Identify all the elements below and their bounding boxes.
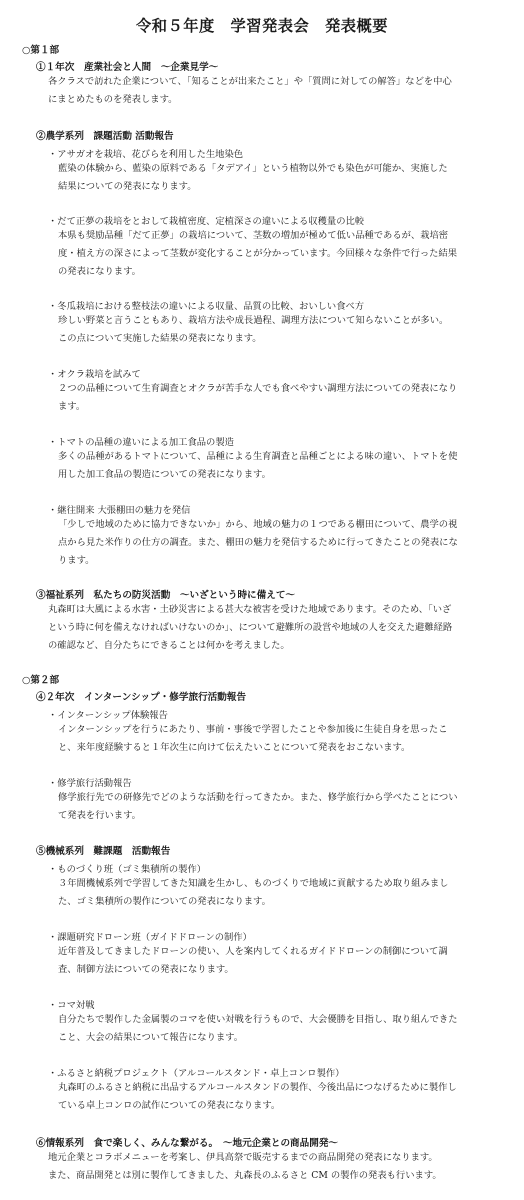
section-4-item-text: と、来年度経験すると１年次生に向けて伝えたいことについて発表をおこないます。 [58, 742, 411, 753]
section-5-item-text: ３年間機械系列で学習してきた知識を生かし、ものづくりで地域に貢献するため取り組みまし [58, 878, 449, 889]
section-2-item-title: ・冬瓜栽培における整枝法の違いによる収量、品質の比較、おいしい食べ方 [48, 301, 365, 312]
section-2-item-title: ・トマトの品種の違いによる加工食品の製造 [48, 437, 234, 448]
section-5-item-title: ・ものづくり班（ゴミ集積所の製作） [48, 864, 207, 875]
section-2-heading: ②農学系列 課題活動 活動報告 [36, 131, 174, 142]
section-2-item-text: 度・植え方の深さによって茎数が変化することが分かっています。今回様々な条件で行った結果 [58, 248, 458, 259]
section-2-item-text: ります。 [58, 555, 95, 566]
section-5-item-text: 自分たちで製作した金属製のコマを使い対戦を行うもので、大会優勝を目指し、取り組んできた [58, 1014, 458, 1025]
section-6-text: また、商品開発とは別に製作してきました、丸森長のふるさと CM の製作の発表も行います。 [48, 1170, 442, 1181]
section-2-item-title: ・オクラ栽培を試みて [48, 369, 141, 380]
section-1-text: 各クラスで訪れた企業について、「知ることが出来たこと」や「質問に対しての解答」などを中心 [48, 76, 452, 87]
section-4-item-title: ・修学旅行活動報告 [48, 778, 132, 789]
section-2-item-title: ・アサガオを栽培、花びらを利用した生地染色 [48, 149, 244, 160]
document-title: 令和５年度 学習発表会 発表概要 [136, 17, 388, 35]
section-5-item-text: た、ゴミ集積所の製作についての発表になります。 [58, 896, 271, 907]
section-2-item-text: の発表になります。 [58, 266, 141, 277]
section-2-item-text: ２つの品種について生育調査とオクラが苦手な人でも食べやすい調理方法についての発表になり [58, 383, 458, 394]
section-4-item-title: ・インターンシップ体験報告 [48, 710, 168, 721]
section-2-item-text: 「少しで地域のために協力できないか」から、地域の魅力の１つである棚田について、農学の視 [58, 519, 458, 530]
section-3-text: 丸森町は大風による水害・土砂災害による甚大な被害を受けた地域であります。そのため、「いざ [48, 604, 452, 615]
section-2-item-text: 藍染の体験から、藍染の原料である「タデアイ」という植物以外でも染色が可能か、実施した [58, 163, 448, 174]
section-4-item-text: て発表を行います。 [58, 810, 141, 821]
section-3-heading: ③福祉系列 私たちの防災活動 ～いざという時に備えて～ [36, 590, 296, 601]
section-5-item-title: ・ふるさと納税プロジェクト（アルコールスタンド・卓上コンロ製作） [48, 1068, 345, 1079]
section-5-item-text: 丸森町のふるさと納税に出品するアルコールスタンドの製作、今後出品につなげるために製作し [58, 1082, 457, 1093]
section-5-item-text: 査、制御方法についての発表になります。 [58, 964, 234, 975]
section-4-item-text: 修学旅行先での研修先でどのような活動を行ってきたか。また、修学旅行から学べたことについ [58, 792, 458, 803]
section-2-item-text: 多くの品種があるトマトについて、品種による生育調査と品種ごとによる味の違い、トマトを使 [58, 451, 458, 462]
section-5-item-text: 近年普及してきましたドローンの使い、人を案内してくれるガイドドローンの制御について調 [58, 946, 448, 957]
part-1-heading: ○第１部 [22, 45, 60, 56]
section-2-item-text: 結果についての発表になります。 [58, 181, 197, 192]
section-5-item-text: ている卓上コンロの試作についての発表になります。 [58, 1100, 281, 1111]
section-3-text: の確認など、自分たちにできることは何かを考えました。 [48, 640, 290, 651]
section-2-item-text: 点から見た米作りの仕方の調査。また、棚田の魅力を発信するために行ってきたことの発表にな [58, 537, 458, 548]
section-1-text: にまとめたものを発表します。 [48, 94, 178, 105]
section-5-item-title: ・課題研究ドローン班（ガイドドローンの制作） [48, 932, 252, 943]
section-3-text: という時に何を備えなければいけないのか」、について避難所の設営や地域の人を交えた避難経路 [48, 622, 453, 633]
section-5-item-title: ・コマ対戦 [48, 1000, 95, 1011]
section-2-item-title: ・だて正夢の栽培をとおして栽植密度、定植深さの違いによる収穫量の比較 [48, 216, 365, 227]
section-1-heading: ①１年次 産業社会と人間 ～企業見学～ [36, 62, 219, 73]
section-2-item-text: この点について実施した結果の発表になります。 [58, 333, 262, 344]
section-6-heading: ⑥情報系列 食で楽しく、みんな繋がる。 ～地元企業との商品開発～ [36, 1138, 339, 1149]
section-4-item-text: インターンシップを行うにあたり、事前・事後で学習したことや参加後に生徒自身を思ったこ [58, 724, 448, 735]
section-2-item-text: 珍しい野菜と言うこともあり、栽培方法や成長過程、調理方法について知らないことが多い。 [58, 315, 449, 326]
section-2-item-text: ます。 [58, 401, 86, 412]
part-2-heading: ○第２部 [22, 675, 60, 686]
section-4-heading: ④２年次 インターンシップ・修学旅行活動報告 [36, 692, 247, 703]
section-2-item-title: ・継往開来 大張棚田の魅力を発信 [48, 505, 191, 516]
section-2-item-text: 用した加工食品の製造についての発表になります。 [58, 469, 271, 480]
section-5-item-text: こと、大会の結果について報告になります。 [58, 1032, 244, 1043]
section-5-heading: ⑤機械系列 難課題 活動報告 [36, 846, 171, 857]
section-2-item-text: 本県も奨励品種「だて正夢」の栽培について、茎数の増加が極めて低い品種であるが、栽培密 [58, 230, 449, 241]
section-6-text: 地元企業とコラボメニューを考案し、伊具高祭で販売するまでの商品開発の発表になります。 [48, 1152, 438, 1163]
